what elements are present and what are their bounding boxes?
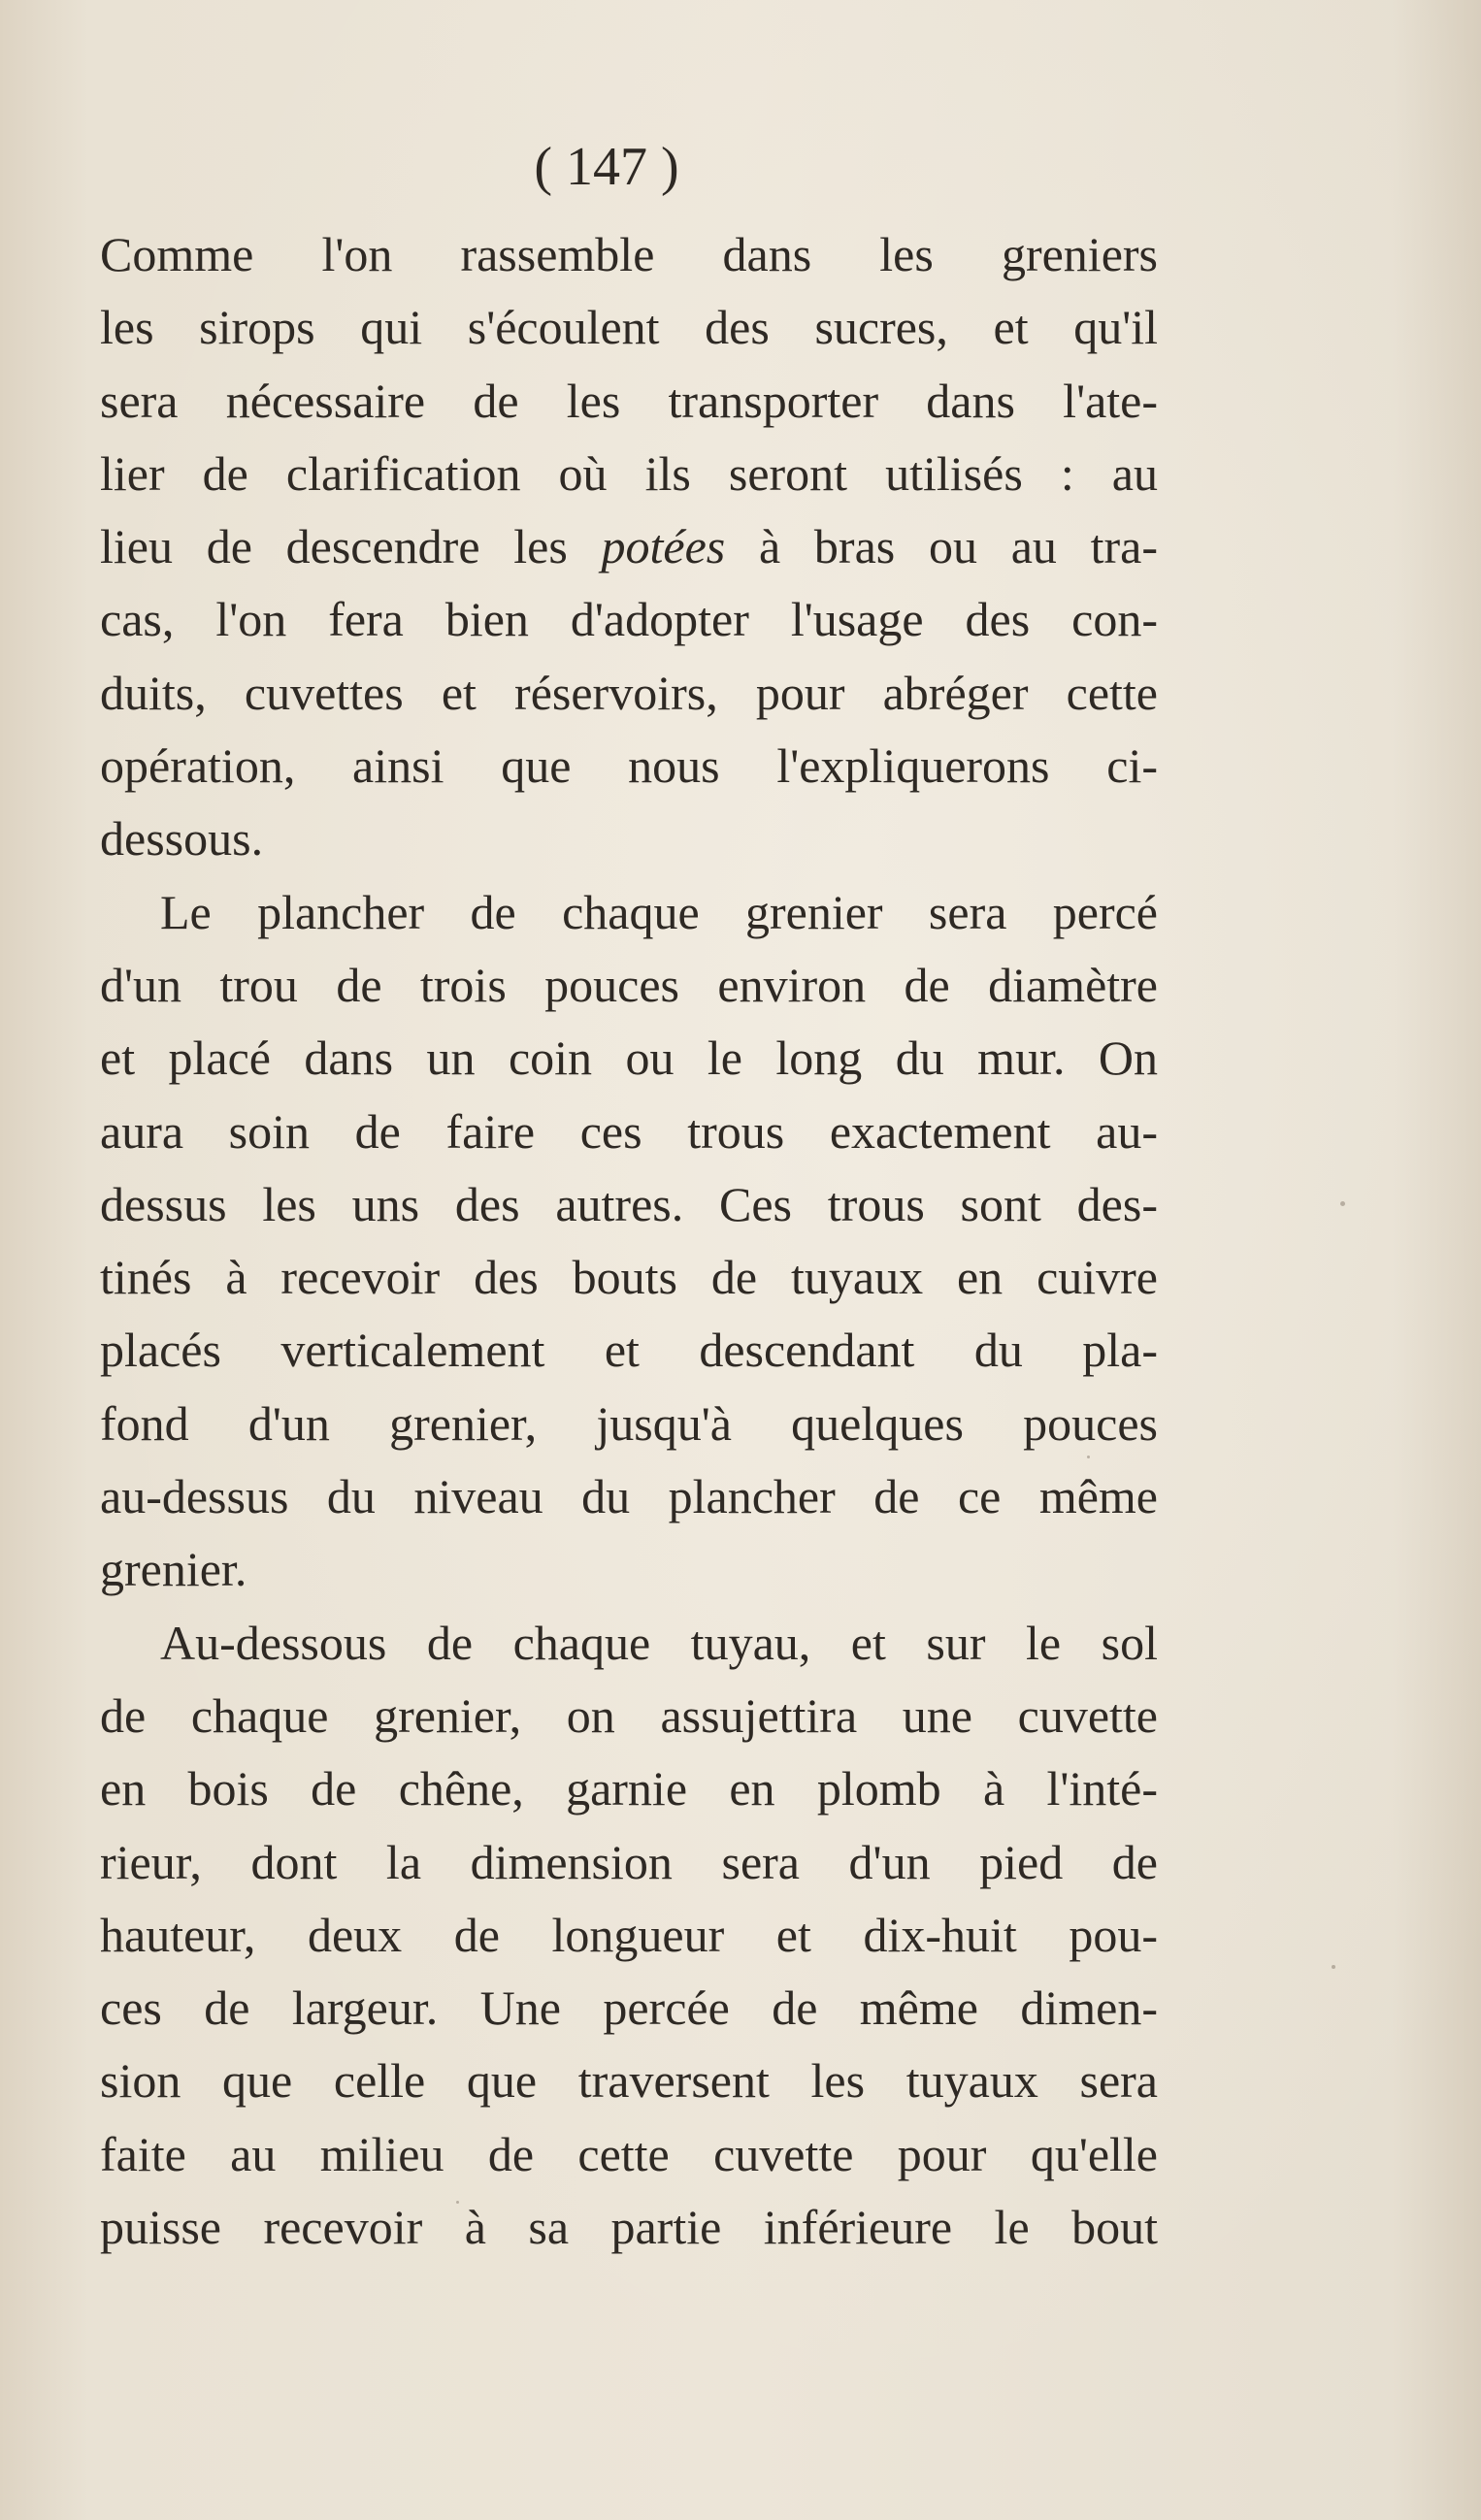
text-line: fond d'un grenier, jusqu'à quelques pouces bbox=[100, 1395, 1158, 1451]
paper-speck bbox=[1332, 1965, 1335, 1969]
text-line: aura soin de faire ces trous exactement au- bbox=[100, 1103, 1158, 1159]
text-line: Comme l'on rassemble dans les greniers bbox=[100, 227, 1158, 281]
text-line: de chaque grenier, on assujettira une cuvette bbox=[100, 1687, 1158, 1743]
text-line: Le plancher de chaque grenier sera percé bbox=[160, 884, 1158, 939]
text-line: sion que celle que traversent les tuyaux sera bbox=[100, 2053, 1158, 2109]
italic-word: potées bbox=[601, 519, 726, 574]
text-line: Au-dessous de chaque tuyau, et sur le sol bbox=[160, 1615, 1158, 1670]
text-line: opération, ainsi que nous l'expliquerons ci- bbox=[100, 738, 1158, 794]
text-line: duits, cuvettes et réservoirs, pour abréger cette bbox=[100, 665, 1158, 720]
body-text bbox=[100, 218, 1158, 2264]
paper-speck bbox=[1340, 1201, 1345, 1206]
text-line: sera nécessaire de les transporter dans l'ate- bbox=[100, 373, 1158, 428]
text-line: grenier. bbox=[100, 1542, 247, 1597]
text-line: et placé dans un coin ou le long du mur. On bbox=[100, 1031, 1158, 1086]
text-line: les sirops qui s'écoulent des sucres, et qu'il bbox=[100, 300, 1158, 355]
text-line: cas, l'on fera bien d'adopter l'usage des con- bbox=[100, 592, 1158, 647]
text-segment: lieu de descendre les bbox=[100, 519, 602, 574]
paper-speck bbox=[1087, 1456, 1090, 1458]
text-line: dessus les uns des autres. Ces trous sont des- bbox=[100, 1176, 1158, 1231]
text-line: ces de largeur. Une percée de même dimen- bbox=[100, 1980, 1158, 2036]
text-segment: à bras ou au tra- bbox=[725, 519, 1158, 574]
text-line: puisse recevoir à sa partie inférieure le bout bbox=[100, 2200, 1158, 2255]
text-line: au-dessus du niveau du plancher de ce même bbox=[100, 1469, 1158, 1524]
text-line: rieur, dont la dimension sera d'un pied de bbox=[100, 1834, 1158, 1889]
text-line: dessous. bbox=[100, 811, 264, 867]
text-line: tinés à recevoir des bouts de tuyaux en cuivre bbox=[100, 1250, 1158, 1305]
text-line: d'un trou de trois pouces environ de diamètre bbox=[100, 957, 1158, 1012]
text-line: lier de clarification où ils seront utilisés : au bbox=[100, 445, 1158, 501]
text-line: en bois de chêne, garnie en plomb à l'inté- bbox=[100, 1761, 1158, 1816]
text-line bbox=[100, 510, 1158, 583]
page-number: ( 147 ) bbox=[534, 137, 679, 197]
text-line: hauteur, deux de longueur et dix-huit pou- bbox=[100, 1907, 1158, 1962]
text-line: placés verticalement et descendant du pla- bbox=[100, 1323, 1158, 1378]
paper-speck bbox=[456, 2201, 459, 2204]
text-line: faite au milieu de cette cuvette pour qu'elle bbox=[100, 2126, 1158, 2181]
